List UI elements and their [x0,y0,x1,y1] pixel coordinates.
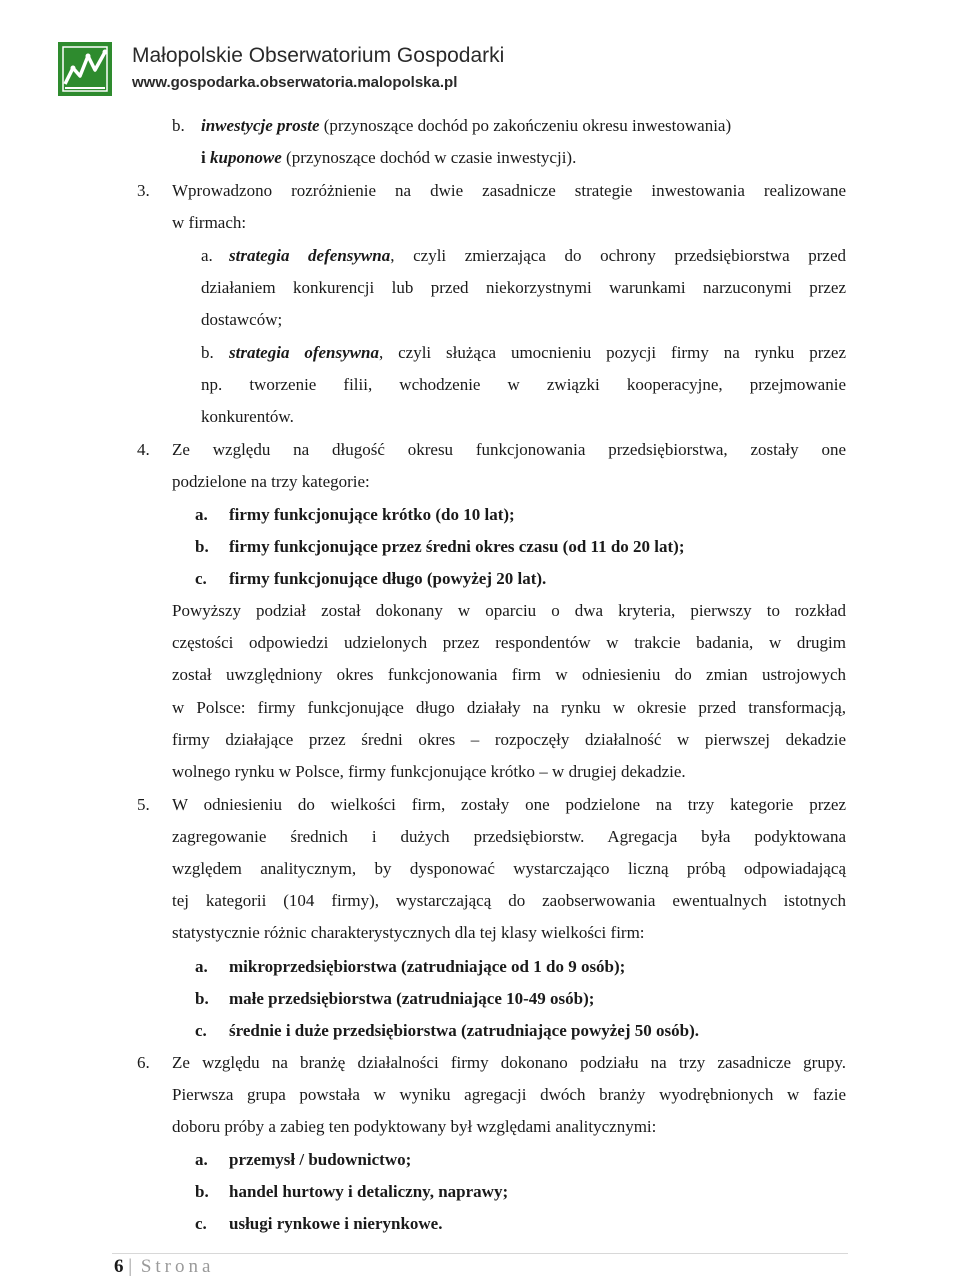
text: , czyli zmierzająca do ochrony przedsiębiorstwa przed [390,246,847,265]
paragraph-line: częstości odpowiedzi udzielonych przez respondentów w trakcie badania, w drugim [172,633,846,652]
paragraph-line: w firmach: [172,213,247,232]
list-marker: 6. [137,1053,150,1072]
paragraph-line: względem analitycznym, by dysponować wystarczająco liczną próbą odpowiadającą [172,859,846,878]
list-marker: c. [195,1021,207,1040]
list-marker: b. [195,989,209,1008]
term: strategia defensywna [229,246,391,265]
paragraph-line: firmy działające przez średni okres – rozpoczęły działalność w pierwszej dekadzie [172,730,846,749]
paragraph-line: zagregowanie średnich i dużych przedsiębiorstw. Agregacja była podyktowana [172,827,846,846]
list-marker: 4. [137,440,150,459]
list-marker: c. [195,1214,207,1233]
list-marker: a. [195,505,208,524]
page-footer [114,1256,214,1278]
paragraph-line: Ze względu na branżę działalności firmy dokonano podziału na trzy zasadnicze grupy. [172,1053,846,1072]
page-number: 6 [114,1256,124,1277]
paragraph-line: W odniesieniu do wielkości firm, zostały one podzielone na trzy kategorie przez [172,795,846,814]
list-item: usługi rynkowe i nierynkowe. [229,1214,443,1233]
list-item-line [201,116,731,136]
text: , czyli służąca umocnieniu pozycji firmy na rynku przez [378,343,846,362]
list-item-line: dostawców; [201,310,283,329]
list-item: średnie i duże przedsiębiorstwa (zatrudniające powyżej 50 osób). [229,1021,699,1040]
list-marker: b. [195,537,209,556]
list-item: firmy funkcjonujące krótko (do 10 lat); [229,505,515,524]
list-item: przemysł / budownictwo; [229,1150,412,1169]
paragraph-line: tej kategorii (104 firmy), wystarczającą do zaobserwowania ewentualnych istotnych [172,891,846,910]
list-marker: 5. [137,795,150,814]
list-marker: b. [195,1182,209,1201]
paragraph-line: Wprowadzono rozróżnienie na dwie zasadnicze strategie inwestowania realizowane [172,181,846,200]
list-item-line: działaniem konkurencji lub przed niekorzystnymi warunkami narzuconymi przez [201,278,846,297]
paragraph-line: Powyższy podział został dokonany w oparciu o dwa kryteria, pierwszy to rozkład [172,601,846,620]
paragraph-line: Ze względu na długość okresu funkcjonowania przedsiębiorstwa, zostały one [172,440,846,459]
text: (przynoszące dochód w czasie inwestycji). [281,148,577,167]
list-marker: a. [195,957,208,976]
list-marker: b. [172,116,185,135]
list-item: małe przedsiębiorstwa (zatrudniające 10-49 osób); [229,989,595,1008]
text: i [201,148,210,167]
footer-divider [112,1253,848,1254]
paragraph-line: w Polsce: firmy funkcjonujące długo działały na rynku w okresie przed transformacją, [172,698,846,717]
term: kuponowe [209,148,282,167]
term: inwestycje proste [201,116,320,135]
list-item-line [229,246,846,266]
paragraph-line: podzielone na trzy kategorie: [172,472,370,491]
list-item: handel hurtowy i detaliczny, naprawy; [229,1182,509,1201]
paragraph-line: został uwzględniony okres funkcjonowania firm w odniesieniu do zmian ustrojowych [172,665,846,684]
footer-label: Strona [140,1256,215,1277]
list-item: mikroprzedsiębiorstwa (zatrudniające od 1 do 9 osób); [229,957,626,976]
paragraph-line: wolnego rynku w Polsce, firmy funkcjonujące krótko – w drugiej dekadzie. [172,762,686,781]
list-item-line: np. tworzenie filii, wchodzenie w związki kooperacyjne, przejmowanie [201,375,846,394]
brand-title: Małopolskie Obserwatorium Gospodarki [132,44,505,67]
text: (przynoszące dochód po zakończeniu okresu inwestowania) [319,116,732,135]
list-item: firmy funkcjonujące długo (powyżej 20 lat). [229,569,547,588]
list-marker: a. [195,1150,208,1169]
footer-separator: | [128,1256,137,1277]
list-marker: 3. [137,181,150,200]
list-marker: c. [195,569,207,588]
paragraph-line: Pierwsza grupa powstała w wyniku agregacji dwóch branży wyodrębnionych w fazie [172,1085,846,1104]
list-item-line [229,343,846,363]
list-marker: a. [201,246,213,265]
term: strategia ofensywna [229,343,379,362]
brand-url: www.gospodarka.obserwatoria.malopolska.pl [132,74,458,91]
paragraph-line: statystycznie różnic charakterystycznych dla tej klasy wielkości firm: [172,923,645,942]
logo-chart-icon [58,42,112,96]
list-marker: b. [201,343,214,362]
list-item: firmy funkcjonujące przez średni okres czasu (od 11 do 20 lat); [229,537,685,556]
list-item-line [201,148,576,168]
list-item-line: konkurentów. [201,407,294,426]
paragraph-line: doboru próby a zabieg ten podyktowany był względami analitycznymi: [172,1117,657,1136]
